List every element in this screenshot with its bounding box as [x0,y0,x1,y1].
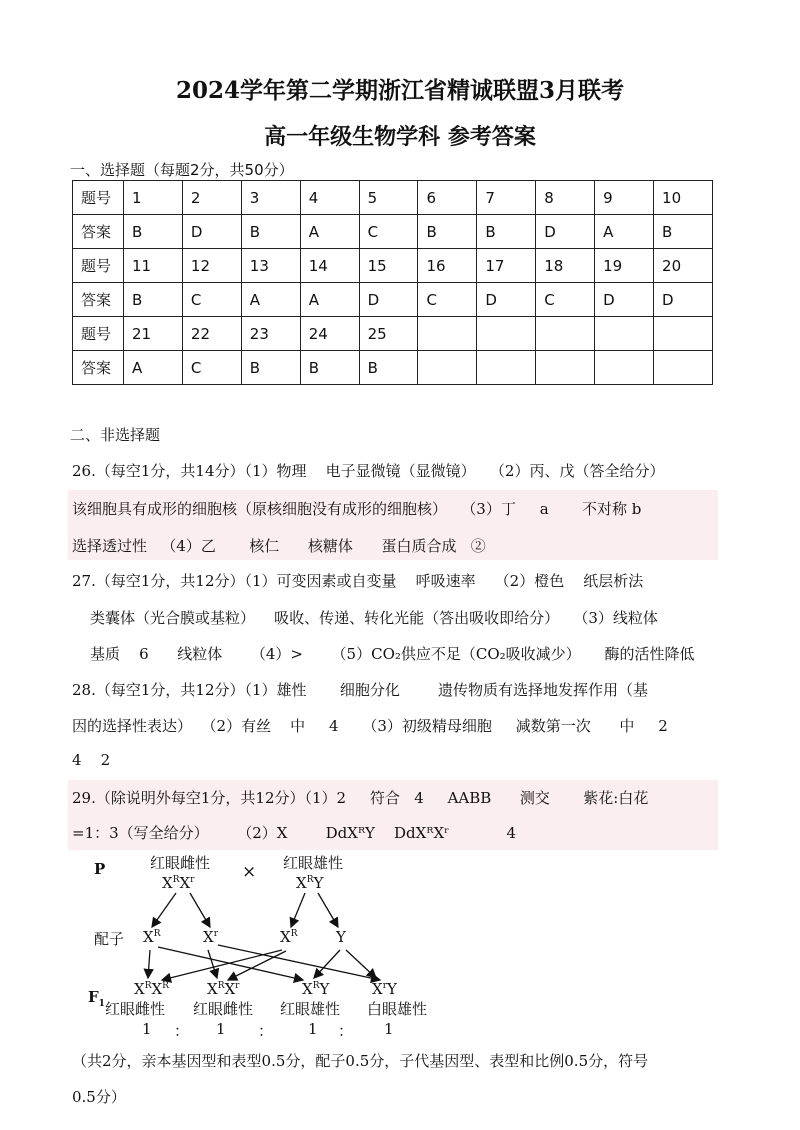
table-cell: 1 [124,181,183,215]
ratio-2: 1 [216,1020,226,1038]
arrow-g2-o4 [218,945,380,980]
table-cell: C [359,215,418,249]
table-cell: 14 [300,249,359,283]
offspring-2-phenotype: 红眼雌性 [193,1000,254,1018]
table-cell: D [654,283,713,317]
table-cell: 22 [182,317,241,351]
table-cell: 3 [241,181,300,215]
table-cell: D [182,215,241,249]
table-cell: B [418,215,477,249]
p-label: P [94,860,106,878]
table-cell: 9 [595,181,654,215]
table-cell: C [182,283,241,317]
ratio-4: 1 [384,1020,394,1038]
table-cell: C [418,283,477,317]
row-header-cell: 题号 [73,249,124,283]
table-cell: 20 [654,249,713,283]
offspring-1-genotype: $X^RX^R$ [134,980,169,998]
row-header-cell: 题号 [73,317,124,351]
parent-male-phenotype: 红眼雄性 [283,854,344,872]
table-cell: 11 [124,249,183,283]
cross-symbol: × [242,862,257,882]
scoring-note-line1: （共2分，亲本基因型和表型0.5分，配子0.5分，子代基因型、表型和比例0.5分，符号 [72,1052,649,1070]
q27-line2: 类囊体（光合膜或基粒） 吸收、传递、转化光能（答出吸收即给分） （3）线粒体 [90,609,658,627]
table-cell: 21 [124,317,183,351]
arrow-p-female-xr2 [190,893,210,927]
gamete-3: $X^R$ [280,928,298,946]
table-cell: 25 [359,317,418,351]
arrow-g3-o1 [162,950,282,980]
arrow-p-male-xr [291,893,305,927]
ratio-sep-3: ： [338,1022,354,1040]
gamete-4: Y [336,928,346,946]
ratio-sep-1: ： [174,1022,190,1040]
table-cell: 8 [536,181,595,215]
row-header-cell: 答案 [73,215,124,249]
table-cell: A [595,215,654,249]
table-cell: D [477,283,536,317]
table-cell: B [124,215,183,249]
q26-line1: 26.（每空1分，共14分）（1）物理 电子显微镜（显微镜） （2）丙、戊（答全给分） [72,462,665,480]
table-cell: 17 [477,249,536,283]
arrow-g2-o2 [208,950,217,978]
q29-line2: =1：3（写全给分） （2）X DdXᴿY DdXᴿXʳ 4 [72,824,517,842]
offspring-3-genotype: $X^RY$ [302,980,330,998]
ratio-3: 1 [308,1020,318,1038]
section1-heading: 一、选择题（每题2分，共50分） [70,161,294,179]
table-cell: B [300,351,359,385]
row-header-cell: 答案 [73,351,124,385]
parent-female-genotype: $X^RX^r$ [162,874,195,892]
arrow-p-female-xr [152,893,176,927]
offspring-2-genotype: $X^RX^r$ [207,980,240,998]
offspring-4-genotype: $X^rY$ [372,980,397,998]
q28-line3: 4 2 [72,751,111,769]
q26-line3: 选择透过性 （4）乙 核仁 核糖体 蛋白质合成 ② [72,537,486,555]
table-cell: 24 [300,317,359,351]
table-cell: 10 [654,181,713,215]
q26-line2: 该细胞具有成形的细胞核（原核细胞没有成形的细胞核） （3）丁 a 不对称 b [72,500,642,518]
table-cell: 5 [359,181,418,215]
exam-subtitle: 高一年级生物学科 参考答案 [264,124,536,150]
table-cell: A [124,351,183,385]
q27-line3: 基质 6 线粒体 （4）> （5）CO₂供应不足（CO₂吸收减少） 酶的活性降低 [90,645,695,663]
parent-female-phenotype: 红眼雌性 [150,854,211,872]
ratio-sep-2: ： [258,1022,274,1040]
arrow-g4-o3 [314,950,340,978]
table-cell: C [182,351,241,385]
row-header-cell: 答案 [73,283,124,317]
table-cell: 16 [418,249,477,283]
table-cell: D [595,283,654,317]
table-cell: C [536,283,595,317]
table-cell: 23 [241,317,300,351]
table-cell: D [359,283,418,317]
table-cell: A [300,215,359,249]
table-cell: B [124,283,183,317]
table-cell: 4 [300,181,359,215]
ratio-1: 1 [142,1020,152,1038]
table-cell: 7 [477,181,536,215]
gamete-label: 配子 [94,930,125,948]
q29-line1: 29.（除说明外每空1分，共12分）（1）2 符合 4 AABB 测交 紫花:白花 [72,789,649,807]
table-cell: D [536,215,595,249]
table-cell: B [241,351,300,385]
gamete-2: $X^r$ [203,928,218,946]
table-cell: B [241,215,300,249]
section2-heading: 二、非选择题 [70,426,161,444]
table-cell: B [359,351,418,385]
exam-title: 2024学年第二学期浙江省精诚联盟3月联考 [175,77,625,104]
table-cell: B [477,215,536,249]
table-cell: 6 [418,181,477,215]
offspring-1-phenotype: 红眼雌性 [105,1000,166,1018]
gamete-1: $X^R$ [143,928,161,946]
table-cell: 19 [595,249,654,283]
arrow-g1-o1 [148,950,150,978]
q28-line1: 28.（每空1分，共12分）（1）雄性 细胞分化 遗传物质有选择地发挥作用（基 [72,681,649,699]
parent-male-genotype: $X^RY$ [296,874,324,892]
table-cell: 2 [182,181,241,215]
scoring-note-line2: 0.5分） [72,1088,126,1106]
offspring-3-phenotype: 红眼雄性 [280,1000,341,1018]
table-cell: 18 [536,249,595,283]
q27-line1: 27.（每空1分，共12分）（1）可变因素或自变量 呼吸速率 （2）橙色 纸层析法 [72,572,644,590]
row-header-cell: 题号 [73,181,124,215]
offspring-4-phenotype: 白眼雄性 [367,1000,428,1018]
table-cell: A [241,283,300,317]
q28-line2: 因的选择性表达） （2）有丝 中 4 （3）初级精母细胞 减数第一次 中 2 [72,717,668,735]
table-cell: A [300,283,359,317]
table-cell: B [654,215,713,249]
f1-label: $F_1$ [88,988,105,1009]
table-cell: 15 [359,249,418,283]
arrow-p-male-y [318,893,338,927]
table-cell: 13 [241,249,300,283]
table-cell: 12 [182,249,241,283]
